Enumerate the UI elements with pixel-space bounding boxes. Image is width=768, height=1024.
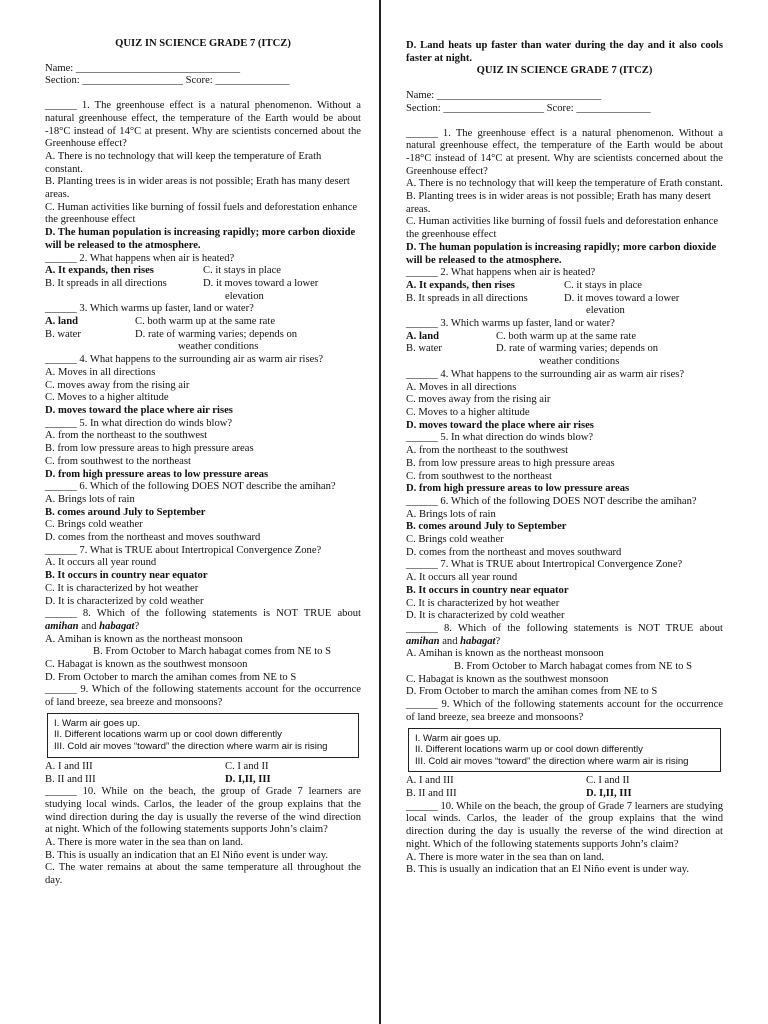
- question-3: ______ 3. Which warms up faster, land or water?: [45, 303, 254, 315]
- choice-3d-cont: weather conditions: [539, 356, 620, 368]
- choice-7a: A. It occurs all year round: [45, 557, 157, 569]
- section-score-line-copy: Section: ___________________ Score: ______________: [406, 102, 651, 114]
- choice-7b-answer: B. It occurs in country near equator: [45, 570, 208, 582]
- choice-6a: A. Brings lots of rain: [406, 508, 496, 520]
- choice-4a: A. Moves in all directions: [45, 366, 156, 378]
- habagat-term: habagat: [99, 620, 135, 632]
- choice-7b-answer: B. It occurs in country near equator: [406, 584, 569, 596]
- choice-4a: A. Moves in all directions: [406, 381, 517, 393]
- question-6: ______ 6. Which of the following DOES NOT describe the amihan?: [406, 495, 697, 507]
- choice-9d-answer: D. I,II, III: [225, 773, 271, 785]
- statements-box: [47, 713, 359, 758]
- choice-3d-cont: weather conditions: [178, 341, 259, 353]
- choice-4d-answer: D. moves toward the place where air rises: [406, 419, 594, 431]
- question-10: ______ 10. While on the beach, the group of Grade 7 learners are studying local winds. Carlos, the leader of the group explains that the wind direction during the day is usually the reverse of the wind direction at night. Which of the following statements supports John’s claim?: [45, 786, 361, 836]
- choice-6c: C. Brings cold weather: [45, 519, 143, 531]
- choice-4c2: C. Moves to a higher altitude: [406, 406, 530, 418]
- choice-7a: A. It occurs all year round: [406, 572, 518, 584]
- question-4: ______ 4. What happens to the surrounding air as warm air rises?: [45, 354, 324, 366]
- choice-8a: A. Amihan is known as the northeast monsoon: [406, 648, 604, 660]
- choice-8b-answer: B. From October to March habagat comes from NE to S: [93, 646, 332, 658]
- choice-1d-answer: D. The human population is increasing rapidly; more carbon dioxide will be released to the atmosphere.: [406, 241, 717, 266]
- choice-1b: B. Planting trees is in wider areas is not possible; Erath has many desert areas.: [45, 176, 350, 201]
- name-line-copy: Name: _______________________________: [406, 90, 602, 102]
- choice-6b-answer: B. comes around July to September: [406, 521, 567, 533]
- choice-3b: B. water: [406, 343, 442, 355]
- choice-3c: C. both warm up at the same rate: [135, 316, 276, 328]
- choice-5d-answer: D. from high pressure areas to low pressure areas: [45, 468, 269, 480]
- choice-1b: B. Planting trees is in wider areas is not possible; Erath has many desert areas.: [406, 191, 711, 215]
- question-3: ______ 3. Which warms up faster, land or water?: [406, 318, 615, 330]
- habagat-term: habagat: [460, 635, 496, 647]
- question-2: ______ 2. What happens when air is heated?: [45, 252, 235, 264]
- choice-6a: A. Brings lots of rain: [45, 493, 135, 505]
- choice-5a: A. from the northeast to the southwest: [406, 445, 569, 457]
- choice-2a-answer: A. It expands, then rises: [406, 279, 515, 291]
- amihan-term: amihan: [406, 635, 440, 647]
- choice-10a: A. There is more water in the sea than on land.: [45, 837, 244, 849]
- choice-1c: C. Human activities like burning of fossil fuels and deforestation enhance the greenhouse effect: [45, 201, 358, 226]
- statement-2: II. Different locations warm up or cool down differently: [54, 729, 282, 741]
- choice-2c: C. it stays in place: [203, 265, 281, 277]
- question-5: ______ 5. In what direction do winds blow?: [45, 417, 233, 429]
- question-8: ______ 8. Which of the following statements is NOT TRUE about amihan and habagat?: [45, 608, 361, 632]
- choice-4c1: C. moves away from the rising air: [45, 379, 190, 391]
- name-line: Name: _______________________________: [45, 62, 241, 74]
- choice-7c: C. It is characterized by hot weather: [406, 597, 560, 609]
- section-score-line: Section: ___________________ Score: ______________: [45, 75, 290, 87]
- statement-3: III. Cold air moves “toward” the direction where warm air is rising: [54, 741, 328, 753]
- choice-7d: D. It is characterized by cold weather: [45, 595, 204, 607]
- choice-2a-answer: A. It expands, then rises: [45, 265, 154, 277]
- question-9: ______ 9. Which of the following statements account for the occurrence of land breeze, sea breeze and monsoons?: [45, 684, 361, 709]
- choice-5c: C. from southwest to the northeast: [45, 455, 191, 467]
- choice-2c: C. it stays in place: [564, 279, 642, 291]
- question-6: ______ 6. Which of the following DOES NOT describe the amihan?: [45, 481, 336, 493]
- choice-3a-answer: A. land: [45, 316, 78, 328]
- choice-6b-answer: B. comes around July to September: [45, 506, 206, 518]
- question-7: ______ 7. What is TRUE about Intertropical Convergence Zone?: [406, 559, 683, 571]
- question-4: ______ 4. What happens to the surrounding air as warm air rises?: [406, 368, 685, 380]
- choice-10b: B. This is usually an indication that an El Niño event is under way.: [45, 849, 329, 861]
- choice-3d: D. rate of warming varies; depends on: [135, 328, 298, 340]
- choice-2d-cont: elevation: [586, 305, 625, 317]
- choice-10a: A. There is more water in the sea than on land.: [406, 851, 605, 863]
- choice-5a: A. from the northeast to the southwest: [45, 430, 208, 442]
- choice-9c: C. I and II: [225, 760, 269, 772]
- statement-3: III. Cold air moves “toward” the direction where warm air is rising: [415, 755, 689, 767]
- choice-4c2: C. Moves to a higher altitude: [45, 392, 169, 404]
- choice-8b-answer: B. From October to March habagat comes from NE to S: [454, 661, 693, 673]
- carryover-choice-10d: D. Land heats up faster than water during the day and it also cools faster at night.: [406, 40, 723, 64]
- statement-1: I. Warm air goes up.: [54, 717, 141, 729]
- choice-3b: B. water: [45, 328, 81, 340]
- choice-2d: D. it moves toward a lower: [203, 277, 319, 289]
- choice-1a: A. There is no technology that will keep the temperature of Erath constant.: [45, 150, 322, 175]
- amihan-term: amihan: [45, 620, 79, 632]
- choice-4d-answer: D. moves toward the place where air rises: [45, 404, 233, 416]
- choice-4c1: C. moves away from the rising air: [406, 394, 551, 406]
- choice-9a: A. I and III: [406, 775, 454, 787]
- choice-3a-answer: A. land: [406, 330, 439, 342]
- choice-9b: B. II and III: [45, 773, 96, 785]
- choice-9c: C. I and II: [586, 775, 630, 787]
- quiz-title: QUIZ IN SCIENCE GRADE 7 (ITCZ): [115, 38, 291, 49]
- quiz-title-copy: QUIZ IN SCIENCE GRADE 7 (ITCZ): [476, 65, 653, 77]
- choice-2d-cont: elevation: [225, 290, 264, 302]
- choice-9a: A. I and III: [45, 760, 93, 772]
- choice-2b: B. It spreads in all directions: [45, 277, 167, 289]
- question-5: ______ 5. In what direction do winds blow?: [406, 432, 594, 444]
- choice-6d: D. comes from the northeast and moves southward: [406, 546, 622, 558]
- choice-6c: C. Brings cold weather: [406, 534, 504, 546]
- choice-7d: D. It is characterized by cold weather: [406, 610, 565, 622]
- choice-5b: B. from low pressure areas to high pressure areas: [406, 457, 615, 469]
- choice-3d: D. rate of warming varies; depends on: [496, 343, 659, 355]
- choice-6d: D. comes from the northeast and moves southward: [45, 532, 261, 544]
- statement-1: I. Warm air goes up.: [415, 732, 502, 744]
- choice-8d: D. From October to march the amihan comes from NE to S: [45, 671, 297, 683]
- choice-9d-answer: D. I,II, III: [586, 788, 632, 800]
- choice-9b: B. II and III: [406, 788, 457, 800]
- question-9: ______ 9. Which of the following statements account for the occurrence of land breeze, sea breeze and monsoons?: [406, 699, 723, 723]
- choice-1a: A. There is no technology that will keep the temperature of Erath constant.: [406, 178, 723, 190]
- choice-3c: C. both warm up at the same rate: [496, 330, 637, 342]
- question-10: ______ 10. While on the beach, the group of Grade 7 learners are studying local winds. Carlos, the leader of the group explains that the wind direction during the day is usually the reverse of the wind direction at night. Which of the following statements supports John’s claim?: [406, 800, 723, 850]
- choice-5c: C. from southwest to the northeast: [406, 470, 552, 482]
- choice-8a: A. Amihan is known as the northeast monsoon: [45, 633, 243, 645]
- choice-7c: C. It is characterized by hot weather: [45, 582, 199, 594]
- choice-10b: B. This is usually an indication that an El Niño event is under way.: [406, 864, 690, 876]
- choice-1d-answer: D. The human population is increasing rapidly; more carbon dioxide will be released to the atmosphere.: [45, 227, 356, 251]
- question-1: ______ 1. The greenhouse effect is a natural phenomenon. Without a natural greenhouse effect, the temperature of the Earth would be about -18°C instead of 14°C at present. Why are scientists concerned about the Greenhouse effect?: [45, 100, 361, 150]
- choice-1c: C. Human activities like burning of fossil fuels and deforestation enhance the greenhouse effect: [406, 216, 719, 241]
- choice-2d: D. it moves toward a lower: [564, 292, 680, 304]
- choice-10c: C. The water remains at about the same temperature all throughout the day.: [45, 862, 361, 887]
- choice-8c: C. Habagat is known as the southwest monsoon: [45, 659, 248, 671]
- statement-2: II. Different locations warm up or cool down differently: [415, 744, 643, 756]
- question-7: ______ 7. What is TRUE about Intertropical Convergence Zone?: [45, 544, 322, 556]
- question-1: ______ 1. The greenhouse effect is a natural phenomenon. Without a natural greenhouse effect, the temperature of the Earth would be about -18°C instead of 14°C at present. Why are scientists concerned about the Greenhouse effect?: [406, 127, 723, 177]
- choice-5b: B. from low pressure areas to high pressure areas: [45, 443, 254, 455]
- choice-5d-answer: D. from high pressure areas to low pressure areas: [406, 483, 630, 495]
- choice-2b: B. It spreads in all directions: [406, 292, 528, 304]
- statements-box: [408, 728, 721, 773]
- choice-8d: D. From October to march the amihan comes from NE to S: [406, 686, 658, 698]
- quiz-column-left: [45, 38, 361, 888]
- question-2: ______ 2. What happens when air is heated?: [406, 267, 596, 279]
- choice-8c: C. Habagat is known as the southwest monsoon: [406, 673, 609, 685]
- quiz-column-right: [406, 40, 723, 877]
- column-divider: [379, 0, 381, 1024]
- question-8: ______ 8. Which of the following statements is NOT TRUE about amihan and habagat?: [406, 622, 723, 647]
